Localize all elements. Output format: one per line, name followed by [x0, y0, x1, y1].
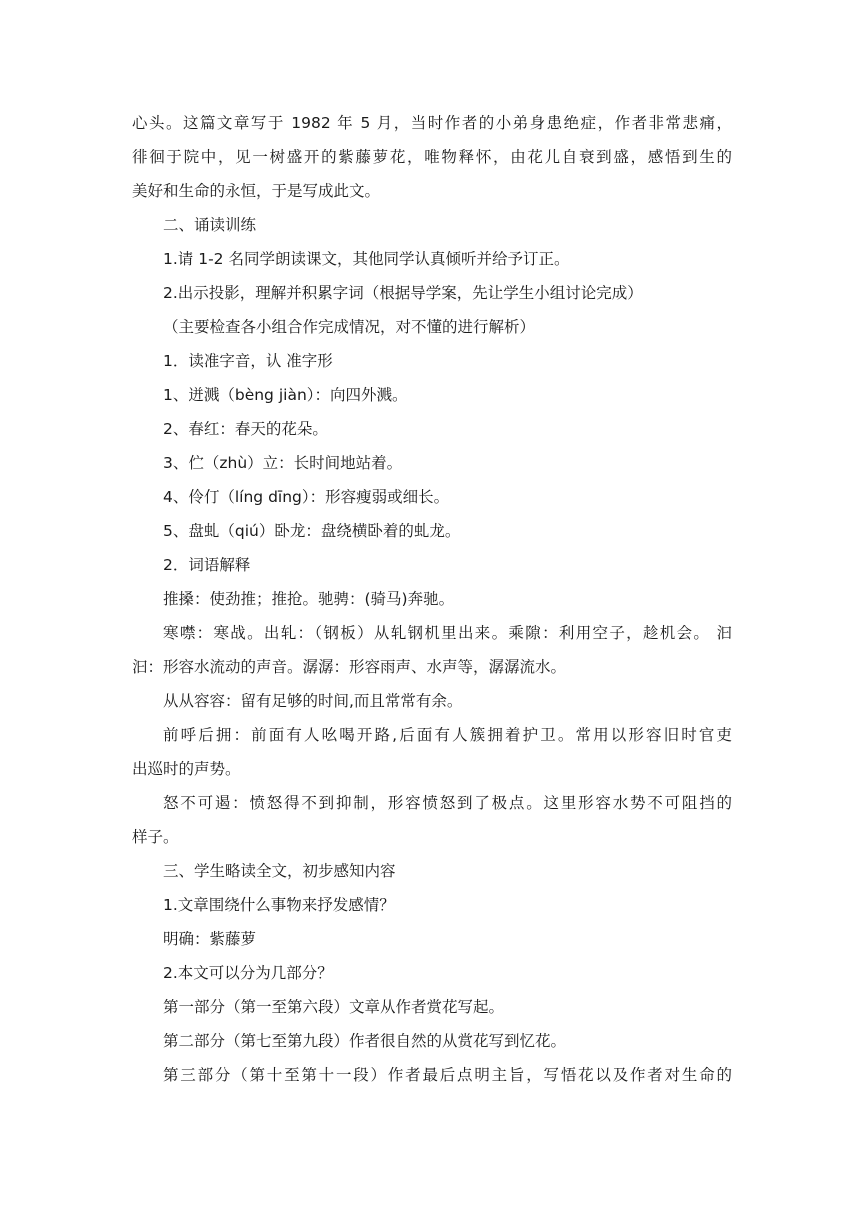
text-line: 第三部分（第十至第十一段）作者最后点明主旨，写悟花以及作者对生命的 [163, 1066, 732, 1084]
text-line: 从从容容：留有足够的时间,而且常常有余。 [163, 692, 463, 710]
text-line: 汩：形容水流动的声音。潺潺：形容雨声、水声等，潺潺流水。 [132, 658, 567, 676]
text-line: 2、春红：春天的花朵。 [163, 420, 328, 438]
text-line: 寒噤：寒战。出轧：（钢板）从轧钢机里出来。乘隙：利用空子，趁机会。 汩 [163, 624, 732, 642]
text-line: 前呼后拥：前面有人吆喝开路,后面有人簇拥着护卫。常用以形容旧时官吏 [163, 726, 732, 744]
text-line: 明确：紫藤萝 [163, 930, 257, 948]
text-line: 1.请 1-2 名同学朗读课文，其他同学认真倾听并给予订正。 [163, 250, 570, 268]
text-line: 样子。 [132, 828, 179, 846]
text-line: 2.本文可以分为几部分？ [163, 964, 333, 982]
text-line: 三、学生略读全文，初步感知内容 [163, 862, 396, 880]
text-line: 2．词语解释 [163, 556, 251, 574]
text-line: 怒不可遏：愤怒得不到抑制，形容愤怒到了极点。这里形容水势不可阻挡的 [163, 794, 732, 812]
text-line: 徘徊于院中，见一树盛开的紫藤萝花，唯物释怀，由花儿自衰到盛，感悟到生的 [132, 148, 732, 166]
text-line: 第一部分（第一至第六段）文章从作者赏花写起。 [163, 998, 505, 1016]
text-line: 1．读准字音，认 准字形 [163, 352, 333, 370]
text-line: 出巡时的声势。 [132, 760, 241, 778]
text-line: 5、盘虬（qiú）卧龙：盘绕横卧着的虬龙。 [163, 522, 461, 540]
text-line: 第二部分（第七至第九段）作者很自然的从赏花写到忆花。 [163, 1032, 567, 1050]
text-line: 心头。这篇文章写于 1982 年 5 月，当时作者的小弟身患绝症，作者非常悲痛， [132, 114, 732, 132]
text-line: 二、诵读训练 [163, 216, 257, 234]
text-line: 2.出示投影，理解并积累字词（根据导学案，先让学生小组讨论完成） [163, 284, 643, 302]
document-body [132, 106, 732, 1092]
text-line: 1.文章围绕什么事物来抒发感情？ [163, 896, 395, 914]
text-line: 4、伶仃（líng dīng）：形容瘦弱或细长。 [163, 488, 450, 506]
text-line: 3、伫（zhù）立：长时间地站着。 [163, 454, 403, 472]
text-line: 推搡：使劲推；推抢。驰骋：(骑马)奔驰。 [163, 590, 455, 608]
text-line: 美好和生命的永恒，于是写成此文。 [132, 182, 381, 200]
text-line: （主要检查各小组合作完成情况，对不懂的进行解析） [163, 318, 536, 336]
text-line: 1、迸溅（bèng jiàn）：向四外溅。 [163, 386, 408, 404]
